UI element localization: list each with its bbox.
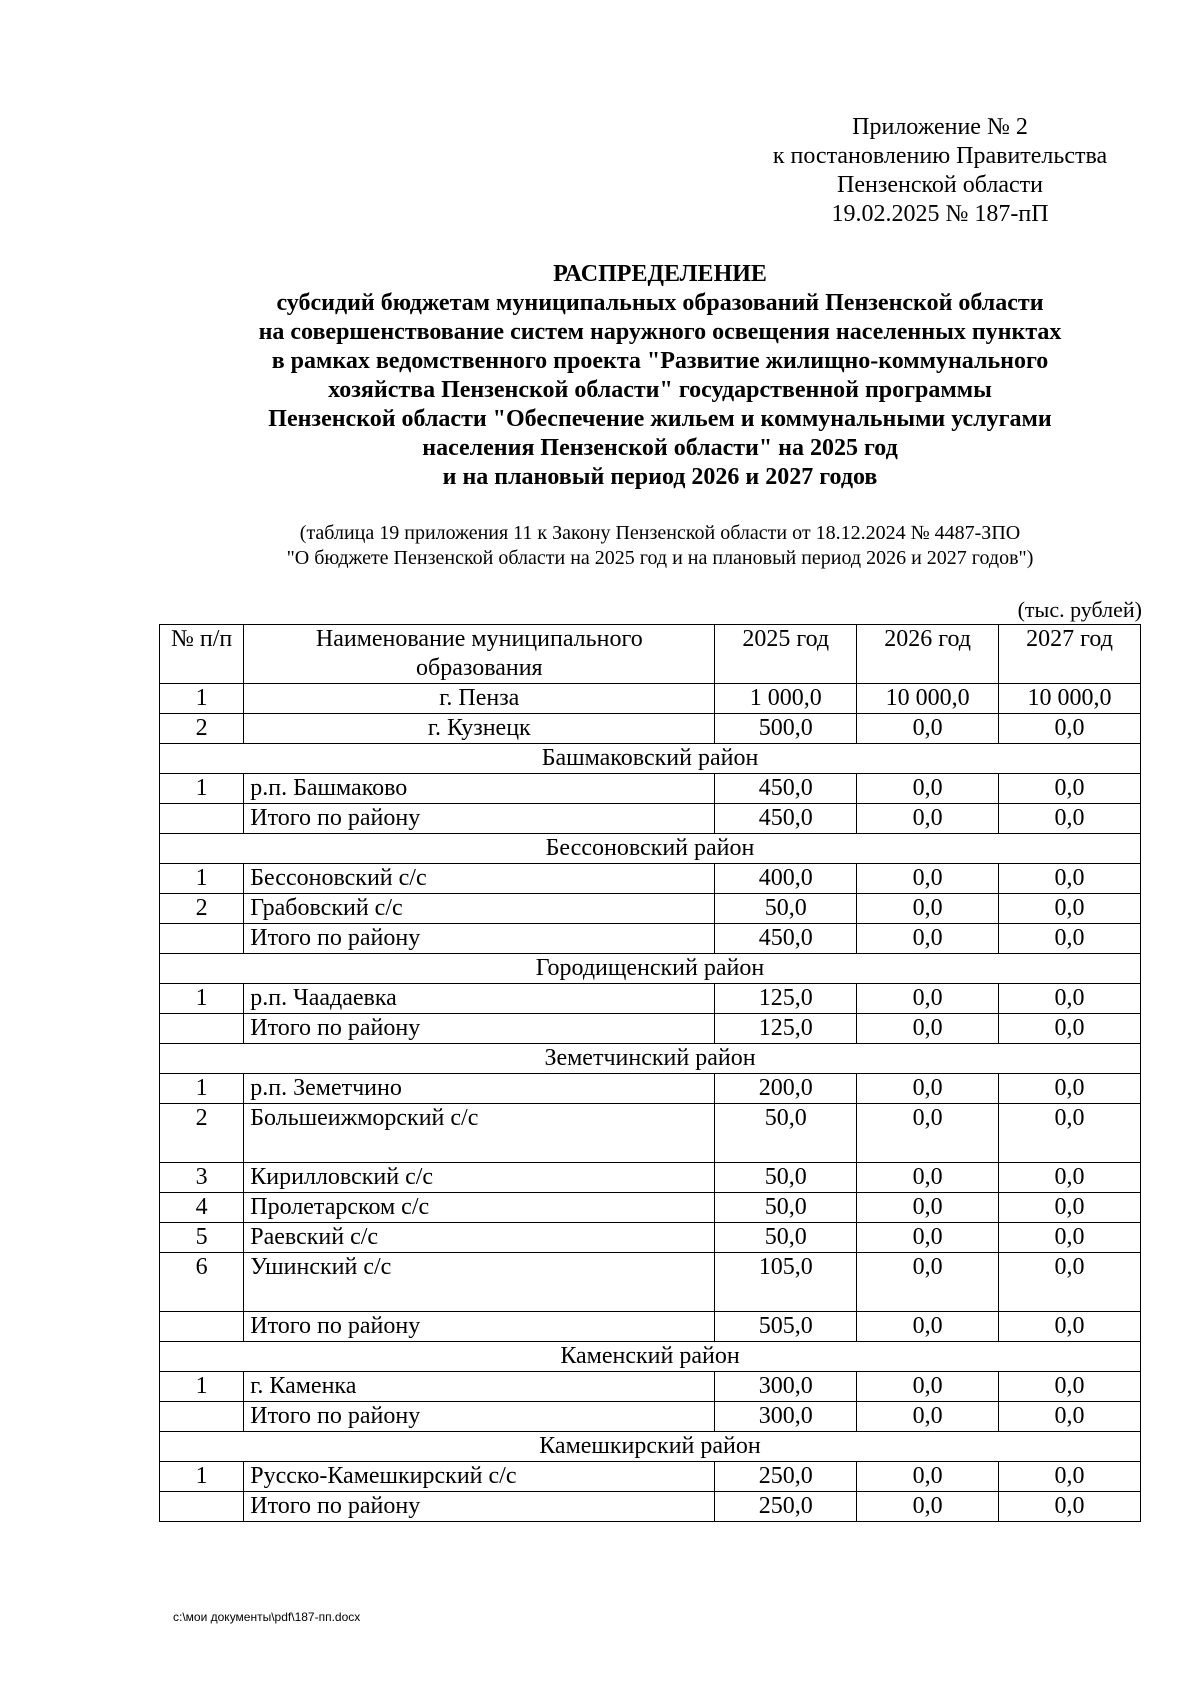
file-path-footer: c:\мои документы\pdf\187-пп.docx bbox=[173, 1610, 361, 1624]
title-line: хозяйства Пензенской области" государственной программы bbox=[328, 377, 992, 403]
value-2027: 0,0 bbox=[999, 774, 1141, 804]
title-line: и на плановый период 2026 и 2027 годов bbox=[442, 464, 878, 490]
municipality-name: Итого по району bbox=[244, 1312, 715, 1342]
value-2026: 0,0 bbox=[857, 1104, 999, 1163]
table-row bbox=[160, 684, 1141, 714]
municipality-name: Итого по району bbox=[244, 1014, 715, 1044]
district-name: Земетчинский район bbox=[160, 1044, 1141, 1074]
municipality-name: Итого по району bbox=[244, 1402, 715, 1432]
header-num: № п/п bbox=[160, 625, 244, 684]
value-2027: 0,0 bbox=[999, 1372, 1141, 1402]
district-header-row bbox=[160, 1432, 1141, 1462]
table-row bbox=[160, 1074, 1141, 1104]
row-number bbox=[160, 924, 244, 954]
value-2027: 0,0 bbox=[999, 894, 1141, 924]
value-2027: 0,0 bbox=[999, 804, 1141, 834]
value-2027: 0,0 bbox=[999, 1402, 1141, 1432]
municipality-name: Кирилловский с/с bbox=[244, 1163, 715, 1193]
distribution-table bbox=[159, 624, 1141, 1522]
value-2026: 0,0 bbox=[857, 1074, 999, 1104]
title-line: субсидий бюджетам муниципальных образований Пензенской области bbox=[276, 290, 1044, 316]
appendix-date-number: 19.02.2025 № 187-пП bbox=[831, 201, 1049, 227]
note-line: "О бюджете Пензенской области на 2025 год и на плановый период 2026 и 2027 годов") bbox=[286, 547, 1034, 569]
value-2026: 0,0 bbox=[857, 1253, 999, 1312]
title-line: РАСПРЕДЕЛЕНИЕ bbox=[553, 261, 767, 287]
value-2027: 0,0 bbox=[999, 1104, 1141, 1163]
title-line: населения Пензенской области" на 2025 год bbox=[422, 435, 898, 461]
district-header-row bbox=[160, 744, 1141, 774]
district-total-row bbox=[160, 1014, 1141, 1044]
value-2026: 0,0 bbox=[857, 1312, 999, 1342]
district-total-row bbox=[160, 804, 1141, 834]
district-name: Бессоновский район bbox=[160, 834, 1141, 864]
value-2027: 0,0 bbox=[999, 984, 1141, 1014]
municipality-name: Бессоновский с/с bbox=[244, 864, 715, 894]
value-2026: 0,0 bbox=[857, 1462, 999, 1492]
district-name: Камешкирский район bbox=[160, 1432, 1141, 1462]
value-2027: 0,0 bbox=[999, 1492, 1141, 1522]
value-2027: 0,0 bbox=[999, 1074, 1141, 1104]
table-row bbox=[160, 714, 1141, 744]
value-2027: 0,0 bbox=[999, 1223, 1141, 1253]
district-total-row bbox=[160, 1312, 1141, 1342]
title-line: на совершенствование систем наружного освещения населенных пунктах bbox=[258, 319, 1062, 345]
district-total-row bbox=[160, 1492, 1141, 1522]
municipality-name: р.п. Башмаково bbox=[244, 774, 715, 804]
value-2025: 200,0 bbox=[715, 1074, 857, 1104]
value-2026: 0,0 bbox=[857, 774, 999, 804]
row-number: 1 bbox=[160, 774, 244, 804]
value-2027: 0,0 bbox=[999, 1014, 1141, 1044]
value-2027: 0,0 bbox=[999, 1253, 1141, 1312]
municipality-name: Грабовский с/с bbox=[244, 894, 715, 924]
municipality-name: Итого по району bbox=[244, 804, 715, 834]
municipality-name: г. Кузнецк bbox=[244, 714, 715, 744]
row-number: 4 bbox=[160, 1193, 244, 1223]
value-2027: 0,0 bbox=[999, 1312, 1141, 1342]
value-2026: 0,0 bbox=[857, 1163, 999, 1193]
row-number: 1 bbox=[160, 864, 244, 894]
row-number: 1 bbox=[160, 684, 244, 714]
header-2025: 2025 год bbox=[715, 625, 857, 684]
value-2025: 105,0 bbox=[715, 1253, 857, 1312]
row-number bbox=[160, 1014, 244, 1044]
value-2025: 250,0 bbox=[715, 1462, 857, 1492]
table-header-row bbox=[160, 625, 1141, 684]
value-2025: 125,0 bbox=[715, 1014, 857, 1044]
municipality-name: Раевский с/с bbox=[244, 1223, 715, 1253]
district-header-row bbox=[160, 1342, 1141, 1372]
municipality-name: Пролетарском с/с bbox=[244, 1193, 715, 1223]
row-number bbox=[160, 1492, 244, 1522]
value-2026: 0,0 bbox=[857, 1193, 999, 1223]
value-2027: 0,0 bbox=[999, 864, 1141, 894]
note-line: (таблица 19 приложения 11 к Закону Пензенской области от 18.12.2024 № 4487-ЗПО bbox=[299, 522, 1021, 544]
value-2025: 505,0 bbox=[715, 1312, 857, 1342]
row-number: 2 bbox=[160, 714, 244, 744]
value-2026: 0,0 bbox=[857, 1223, 999, 1253]
value-2025: 50,0 bbox=[715, 1223, 857, 1253]
row-number: 2 bbox=[160, 894, 244, 924]
table-row bbox=[160, 1104, 1141, 1163]
district-name: Каменский район bbox=[160, 1342, 1141, 1372]
header-2026: 2026 год bbox=[857, 625, 999, 684]
row-number: 5 bbox=[160, 1223, 244, 1253]
municipality-name: Итого по району bbox=[244, 1492, 715, 1522]
table-row bbox=[160, 1253, 1141, 1312]
value-2025: 1 000,0 bbox=[715, 684, 857, 714]
value-2026: 0,0 bbox=[857, 1014, 999, 1044]
value-2027: 0,0 bbox=[999, 1163, 1141, 1193]
value-2027: 0,0 bbox=[999, 924, 1141, 954]
value-2025: 450,0 bbox=[715, 804, 857, 834]
row-number: 1 bbox=[160, 1372, 244, 1402]
value-2026: 0,0 bbox=[857, 804, 999, 834]
value-2026: 0,0 bbox=[857, 1492, 999, 1522]
row-number: 2 bbox=[160, 1104, 244, 1163]
row-number bbox=[160, 1312, 244, 1342]
value-2026: 10 000,0 bbox=[857, 684, 999, 714]
municipality-name: Большеижморский с/с bbox=[244, 1104, 715, 1163]
value-2026: 0,0 bbox=[857, 924, 999, 954]
row-number bbox=[160, 804, 244, 834]
value-2025: 450,0 bbox=[715, 924, 857, 954]
value-2025: 50,0 bbox=[715, 1163, 857, 1193]
municipality-name: р.п. Чаадаевка bbox=[244, 984, 715, 1014]
appendix-line: к постановлению Правительства bbox=[772, 143, 1108, 169]
appendix-block bbox=[720, 113, 1160, 229]
appendix-line: Пензенской области bbox=[837, 172, 1043, 198]
value-2025: 450,0 bbox=[715, 774, 857, 804]
row-number: 1 bbox=[160, 984, 244, 1014]
value-2027: 0,0 bbox=[999, 1193, 1141, 1223]
row-number bbox=[160, 1402, 244, 1432]
table-row bbox=[160, 864, 1141, 894]
table-row bbox=[160, 1372, 1141, 1402]
table-row bbox=[160, 1223, 1141, 1253]
value-2026: 0,0 bbox=[857, 1372, 999, 1402]
row-number: 3 bbox=[160, 1163, 244, 1193]
value-2026: 0,0 bbox=[857, 864, 999, 894]
title-line: в рамках ведомственного проекта "Развитие жилищно-коммунального bbox=[271, 348, 1049, 374]
value-2025: 50,0 bbox=[715, 894, 857, 924]
header-2027: 2027 год bbox=[999, 625, 1141, 684]
municipality-name: р.п. Земетчино bbox=[244, 1074, 715, 1104]
header-name: Наименование муниципального образования bbox=[244, 625, 715, 684]
value-2025: 400,0 bbox=[715, 864, 857, 894]
value-2026: 0,0 bbox=[857, 984, 999, 1014]
municipality-name: Итого по району bbox=[244, 924, 715, 954]
table-row bbox=[160, 774, 1141, 804]
value-2025: 50,0 bbox=[715, 1193, 857, 1223]
title-line: Пензенской области "Обеспечение жильем и коммунальными услугами bbox=[268, 406, 1052, 432]
value-2025: 250,0 bbox=[715, 1492, 857, 1522]
law-reference-note bbox=[120, 521, 1200, 571]
appendix-line: Приложение № 2 bbox=[852, 114, 1028, 140]
table-row bbox=[160, 894, 1141, 924]
district-header-row bbox=[160, 834, 1141, 864]
table-row bbox=[160, 984, 1141, 1014]
table-row bbox=[160, 1462, 1141, 1492]
value-2025: 300,0 bbox=[715, 1372, 857, 1402]
municipality-name: Русско-Камешкирский с/с bbox=[244, 1462, 715, 1492]
municipality-name: Ушинский с/с bbox=[244, 1253, 715, 1312]
district-total-row bbox=[160, 924, 1141, 954]
table-row bbox=[160, 1193, 1141, 1223]
value-2025: 500,0 bbox=[715, 714, 857, 744]
value-2027: 10 000,0 bbox=[999, 684, 1141, 714]
value-2026: 0,0 bbox=[857, 1402, 999, 1432]
value-2025: 50,0 bbox=[715, 1104, 857, 1163]
row-number: 6 bbox=[160, 1253, 244, 1312]
value-2025: 300,0 bbox=[715, 1402, 857, 1432]
district-total-row bbox=[160, 1402, 1141, 1432]
row-number: 1 bbox=[160, 1462, 244, 1492]
document-title bbox=[120, 260, 1200, 492]
units-label: (тыс. рублей) bbox=[1017, 597, 1142, 622]
table-row bbox=[160, 1163, 1141, 1193]
value-2026: 0,0 bbox=[857, 894, 999, 924]
value-2027: 0,0 bbox=[999, 714, 1141, 744]
district-name: Городищенский район bbox=[160, 954, 1141, 984]
value-2025: 125,0 bbox=[715, 984, 857, 1014]
municipality-name: г. Каменка bbox=[244, 1372, 715, 1402]
district-header-row bbox=[160, 1044, 1141, 1074]
district-header-row bbox=[160, 954, 1141, 984]
municipality-name: г. Пенза bbox=[244, 684, 715, 714]
row-number: 1 bbox=[160, 1074, 244, 1104]
value-2027: 0,0 bbox=[999, 1462, 1141, 1492]
district-name: Башмаковский район bbox=[160, 744, 1141, 774]
value-2026: 0,0 bbox=[857, 714, 999, 744]
